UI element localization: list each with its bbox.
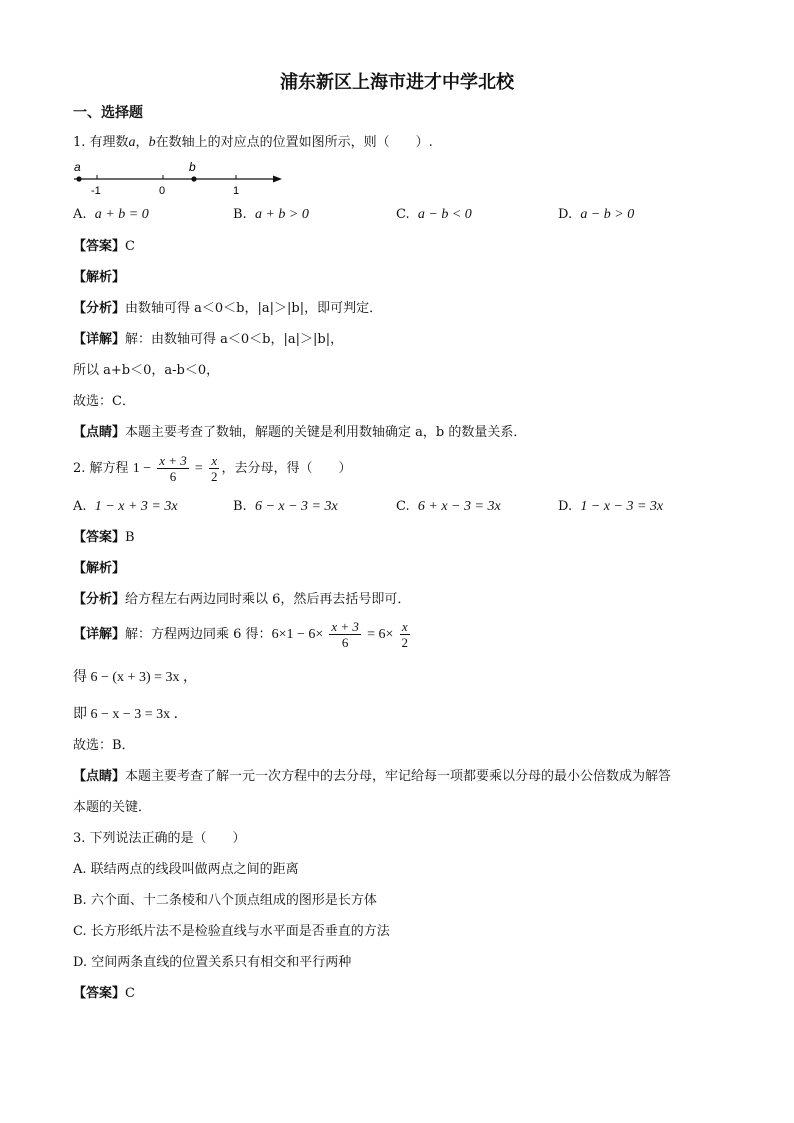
q2-line-de: 得 6 − (x + 3) = 3x ， [73,670,198,685]
q1-var-b: b [148,135,156,150]
q3-option-c: C. 长方形纸片法不是检验直线与水平面是否垂直的方法 [73,924,390,939]
fraction-numerator: x + 3 [159,453,187,468]
dianjing-text: 本题主要考查了解一元一次方程中的去分母，牢记给每一项都要乘以分母的最小公倍数成为解答 [125,769,672,784]
option-expr: 1 − x + 3 = 3x [94,499,178,514]
q2-dianjing [73,768,671,786]
answer-value: B [125,530,135,545]
xiangjie-tag: 【详解】 [73,332,126,347]
q1-option-c [396,206,472,224]
fenxi-text: 给方程左右两边同时乘以 6，然后再去括号即可． [125,592,411,607]
q3-option-a: A. 联结两点的线段叫做两点之间的距离 [73,862,299,877]
tick-label-minus-one: -1 [91,185,101,197]
q3-answer [73,985,135,1003]
q1-line-suoyi: 所以 a+b＜0，a-b＜0， [73,363,220,378]
xiangjie-eq-left: 6×1 − 6× [271,627,324,642]
q1-jiexi-tag: 【解析】 [73,270,126,285]
point-a [76,176,81,181]
option-letter: B. [233,499,247,514]
q1-line-guxuan: 故选：C． [73,394,135,409]
q2-dianjing-cont: 本题的关键． [73,800,152,815]
xiangjie-text: 解：方程两边同乘 6 得： [125,627,272,642]
xiangjie-text: 解：由数轴可得 a＜0＜b，|a|＞|b|， [125,332,344,347]
q1-option-a [73,206,149,224]
answer-tag: 【答案】 [73,530,126,545]
tick-label-zero: 0 [159,185,166,197]
fraction-numerator: x + 3 [331,619,359,634]
answer-value: C [125,986,135,1001]
q1-comma: ， [135,135,149,150]
number-line-arrow [273,176,282,183]
q3-stem: 3. 下列说法正确的是（ ） [73,831,246,846]
dianjing-tag: 【点睛】 [73,769,126,784]
q2-line-ji: 即 6 − x − 3 = 3x ． [73,707,188,722]
q2-option-b [233,498,338,516]
q2-equals: = [194,461,203,476]
option-letter: A. [73,207,87,222]
answer-value: C [125,239,135,254]
answer-tag: 【答案】 [73,239,126,254]
option-letter: D. [558,207,573,222]
fraction-numerator: x [400,619,411,635]
q3-option-b: B. 六个面、十二条棱和八个顶点组成的图形是长方体 [73,893,377,908]
option-expr: a − b < 0 [417,207,472,222]
option-expr: 6 + x − 3 = 3x [417,499,501,514]
q2-jiexi-tag: 【解析】 [73,561,126,576]
q2-eq-one: 1 − [132,461,152,476]
q2-option-c [396,498,501,516]
q1-option-d [558,206,634,224]
q1-stem-prefix: 1. 有理数 [73,135,129,150]
label-b: b [189,160,196,174]
label-a: a [74,160,81,174]
q1-option-b [233,206,309,224]
q1-number-line [70,156,290,198]
q2-fraction-1 [157,453,189,484]
point-b [191,176,196,181]
q1-dianjing [73,424,526,442]
q2-option-d [558,498,663,516]
section-heading: 一、选择题 [73,105,143,121]
q2-fenxi [73,591,410,609]
q2-fraction-2 [209,453,220,484]
fraction-numerator: x [209,453,220,469]
xiangjie-fraction-2 [400,619,411,650]
fenxi-text: 由数轴可得 a＜0＜b，|a|＞|b|，即可判定． [125,301,383,316]
q2-stem-prefix: 2. 解方程 [73,461,129,476]
q1-var-a: a [128,135,136,150]
q1-fenxi [73,300,382,318]
option-expr: a + b = 0 [94,207,149,222]
fraction-denominator: 2 [401,635,409,650]
xiangjie-tag: 【详解】 [73,627,126,642]
dianjing-tag: 【点睛】 [73,425,126,440]
q2-answer [73,529,135,547]
option-letter: C. [396,499,410,514]
fraction-denominator: 6 [341,635,349,650]
q2-xiangjie [73,617,412,653]
q1-stem [73,134,433,152]
option-letter: A. [73,499,87,514]
q2-line-guxuan: 故选：B． [73,738,135,753]
q2-option-a [73,498,178,516]
option-letter: C. [396,207,410,222]
option-letter: B. [233,207,247,222]
option-expr: a + b > 0 [254,207,309,222]
q1-xiangjie [73,331,343,349]
document-title: 浦东新区上海市进才中学北校 [280,72,514,93]
tick-label-one: 1 [233,185,240,197]
option-expr: a − b > 0 [580,207,635,222]
option-expr: 1 − x − 3 = 3x [580,499,664,514]
q3-option-d: D. 空间两条直线的位置关系只有相交和平行两种 [73,955,352,970]
dianjing-text: 本题主要考查了数轴，解题的关键是利用数轴确定 a，b 的数量关系． [125,425,527,440]
xiangjie-fraction-1 [329,619,361,650]
fraction-denominator: 2 [210,469,218,484]
option-expr: 6 − x − 3 = 3x [254,499,338,514]
xiangjie-eq-right: = 6× [367,627,394,642]
answer-tag: 【答案】 [73,986,126,1001]
q1-stem-suffix: 在数轴上的对应点的位置如图所示，则（ ）. [155,135,433,150]
q2-stem [73,451,351,487]
q1-answer [73,238,135,256]
fraction-denominator: 6 [169,469,177,484]
fenxi-tag: 【分析】 [73,301,126,316]
q2-stem-suffix: ，去分母，得（ ） [221,461,352,476]
fenxi-tag: 【分析】 [73,592,126,607]
option-letter: D. [558,499,573,514]
